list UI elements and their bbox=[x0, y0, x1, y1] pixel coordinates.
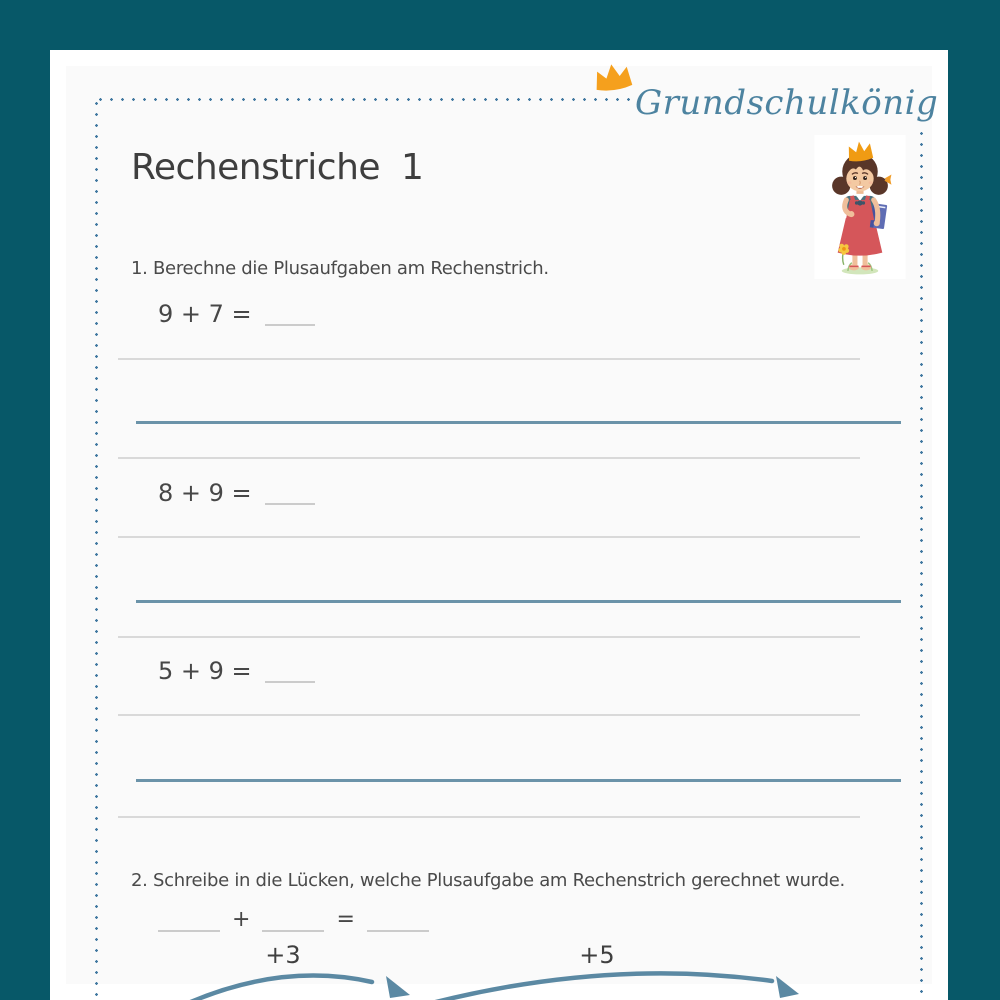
dotted-border-right bbox=[920, 128, 923, 1000]
writing-line bbox=[118, 636, 860, 638]
problem-expression: 8 + 9 = bbox=[158, 479, 252, 507]
plus-sign: + bbox=[232, 907, 251, 932]
equation-blank-1 bbox=[158, 905, 220, 932]
grundschulkoenig-logo bbox=[635, 83, 938, 123]
jump-label-plus3: +3 bbox=[265, 941, 301, 969]
writing-line bbox=[118, 536, 860, 538]
answer-blank bbox=[265, 324, 315, 326]
crown-icon bbox=[592, 62, 634, 92]
problem-expression: 5 + 9 = bbox=[158, 657, 252, 685]
number-line bbox=[136, 600, 901, 603]
task2-instruction: 2. Schreibe in die Lücken, welche Plusaufgabe am Rechenstrich gerechnet wurde. bbox=[131, 870, 845, 891]
problem-row-1 bbox=[158, 300, 315, 328]
number-line bbox=[136, 421, 901, 424]
dotted-border-top bbox=[95, 98, 633, 101]
equation-row bbox=[158, 905, 429, 932]
logo-text: Grundschulkönig bbox=[635, 83, 939, 123]
writing-line bbox=[118, 816, 860, 818]
equation-blank-2 bbox=[262, 905, 324, 932]
princess-illustration bbox=[814, 135, 906, 279]
answer-blank bbox=[265, 681, 315, 683]
problem-expression: 9 + 7 = bbox=[158, 300, 252, 328]
problem-row-3 bbox=[158, 657, 315, 685]
problem-row-2 bbox=[158, 479, 315, 507]
answer-blank bbox=[265, 503, 315, 505]
dotted-border-left bbox=[95, 98, 98, 1000]
task1-instruction: 1. Berechne die Plusaufgaben am Rechenstrich. bbox=[131, 258, 549, 279]
writing-line bbox=[118, 714, 860, 716]
equals-sign: = bbox=[336, 907, 355, 932]
number-line bbox=[136, 779, 901, 782]
writing-line bbox=[118, 457, 860, 459]
jump-label-plus5: +5 bbox=[579, 941, 615, 969]
page-title: Rechenstriche 1 bbox=[131, 147, 424, 188]
equation-blank-3 bbox=[367, 905, 429, 932]
writing-line bbox=[118, 358, 860, 360]
